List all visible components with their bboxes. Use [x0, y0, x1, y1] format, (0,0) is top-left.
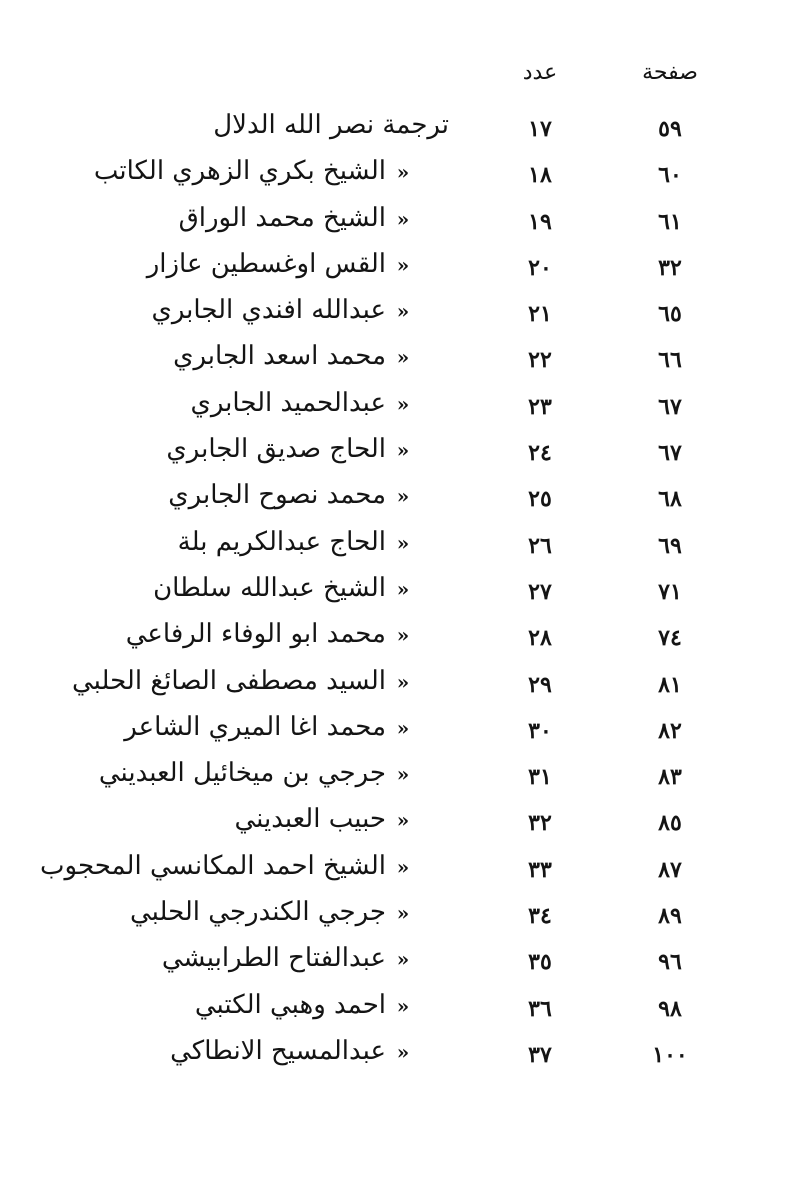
entry-name: الحاج صديق الجابري [166, 434, 386, 465]
entry-name: عبدالفتاح الطرابيشي [161, 943, 386, 974]
index-row [0, 108, 791, 154]
ditto-mark: « [396, 854, 410, 879]
entry-name: ترجمة نصر الله الدلال [213, 110, 449, 140]
page-number: ٦٥ [658, 301, 682, 328]
entry-number: ١٨ [528, 162, 552, 189]
index-list [0, 108, 791, 1080]
entry-number: ٣٤ [528, 903, 552, 930]
page-number: ٦٧ [658, 393, 682, 420]
entry-name: الشيخ احمد المكانسي المحجوب [40, 850, 386, 881]
entry-name: القس اوغسطين عازار [146, 248, 386, 279]
index-row [0, 339, 791, 385]
entry-name: عبدالله افندي الجابري [151, 295, 386, 326]
entry-name: احمد وهبي الكتبي [194, 989, 386, 1020]
index-row [0, 710, 791, 756]
entry-name: الشيخ بكري الزهري الكاتب [93, 156, 386, 187]
index-row [0, 941, 791, 987]
page-number: ٨٢ [658, 717, 682, 744]
number-column-header: عدد [522, 60, 558, 85]
table-header [0, 60, 791, 100]
index-row [0, 617, 791, 663]
page-number: ٦٧ [658, 440, 682, 467]
entry-name: الحاج عبدالكريم بلة [177, 526, 386, 557]
ditto-mark: « [396, 1039, 410, 1064]
page-column-header: صفحة [642, 60, 698, 85]
ditto-mark: « [396, 623, 410, 648]
page-number: ٦٩ [658, 532, 682, 559]
ditto-mark: « [396, 391, 410, 416]
ditto-mark: « [396, 438, 410, 463]
ditto-mark: « [396, 901, 410, 926]
page-number: ٥٩ [658, 116, 682, 142]
index-row [0, 525, 791, 571]
entry-number: ٣٦ [528, 995, 552, 1022]
index-row [0, 478, 791, 524]
entry-number: ٢٧ [528, 578, 552, 605]
ditto-mark: « [396, 530, 410, 555]
entry-number: ٣٧ [528, 1041, 552, 1068]
page-number: ٨٩ [658, 903, 682, 930]
ditto-mark: « [396, 947, 410, 972]
entry-number: ٢١ [528, 301, 552, 328]
entry-number: ٢٨ [528, 625, 552, 652]
ditto-mark: « [396, 762, 410, 787]
entry-number: ٢٩ [528, 671, 552, 698]
index-row [0, 756, 791, 802]
entry-name: جرجي الكندرجي الحلبي [129, 897, 386, 928]
entry-name: جرجي بن ميخائيل العبديني [98, 758, 386, 789]
entry-number: ٣٥ [528, 949, 552, 976]
entry-number: ٢٦ [528, 532, 552, 559]
entry-name: حبيب العبديني [234, 804, 386, 835]
index-row [0, 895, 791, 941]
entry-name: السيد مصطفى الصائغ الحلبي [72, 665, 386, 696]
index-row [0, 154, 791, 200]
index-row [0, 802, 791, 848]
index-row [0, 849, 791, 895]
entry-name: محمد نصوح الجابري [168, 480, 386, 511]
ditto-mark: « [396, 484, 410, 509]
page-number: ٦٨ [658, 486, 682, 513]
ditto-mark: « [396, 715, 410, 740]
page-number: ٨٥ [658, 810, 682, 837]
entry-name: الشيخ محمد الوراق [178, 202, 386, 233]
entry-name: محمد اغا الميري الشاعر [124, 711, 386, 742]
ditto-mark: « [396, 160, 410, 185]
ditto-mark: « [396, 808, 410, 833]
ditto-mark: « [396, 993, 410, 1018]
entry-number: ٣٢ [528, 810, 552, 837]
page-number: ٦٠ [658, 162, 682, 189]
entry-number: ٢٤ [528, 440, 552, 467]
entry-number: ٢٢ [528, 347, 552, 374]
ditto-mark: « [396, 299, 410, 324]
entry-name: محمد ابو الوفاء الرفاعي [125, 619, 386, 650]
page-number: ٧١ [658, 578, 682, 605]
index-row [0, 432, 791, 478]
page-number: ٧٤ [658, 625, 682, 652]
ditto-mark: « [396, 345, 410, 370]
page-number: ٦٦ [658, 347, 682, 374]
entry-name: عبدالمسيح الانطاكي [170, 1035, 386, 1066]
page-number: ٩٦ [658, 949, 682, 976]
page-number: ٦١ [658, 208, 682, 235]
entry-number: ٢٥ [528, 486, 552, 513]
ditto-mark: « [396, 252, 410, 277]
index-row [0, 247, 791, 293]
page-number: ٨١ [658, 671, 682, 698]
ditto-mark: « [396, 576, 410, 601]
entry-name: عبدالحميد الجابري [190, 387, 386, 418]
ditto-mark: « [396, 206, 410, 231]
entry-name: الشيخ عبدالله سلطان [153, 572, 386, 603]
entry-number: ٢٠ [528, 254, 552, 281]
page-number: ٨٧ [658, 856, 682, 883]
index-row [0, 201, 791, 247]
entry-number: ٢٣ [528, 393, 552, 420]
entry-number: ٣٠ [528, 717, 552, 744]
entry-name: محمد اسعد الجابري [173, 341, 386, 372]
index-row [0, 1034, 791, 1080]
entry-number: ٣١ [528, 764, 552, 791]
entry-number: ١٩ [528, 208, 552, 235]
page-number: ٣٢ [658, 254, 682, 281]
index-row [0, 988, 791, 1034]
page-number: ٨٣ [658, 764, 682, 791]
index-row [0, 571, 791, 617]
page-number: ١٠٠ [652, 1041, 688, 1068]
index-row [0, 664, 791, 710]
entry-number: ١٧ [528, 116, 552, 142]
page-number: ٩٨ [658, 995, 682, 1022]
index-row [0, 386, 791, 432]
ditto-mark: « [396, 669, 410, 694]
index-row [0, 293, 791, 339]
entry-number: ٣٣ [528, 856, 552, 883]
